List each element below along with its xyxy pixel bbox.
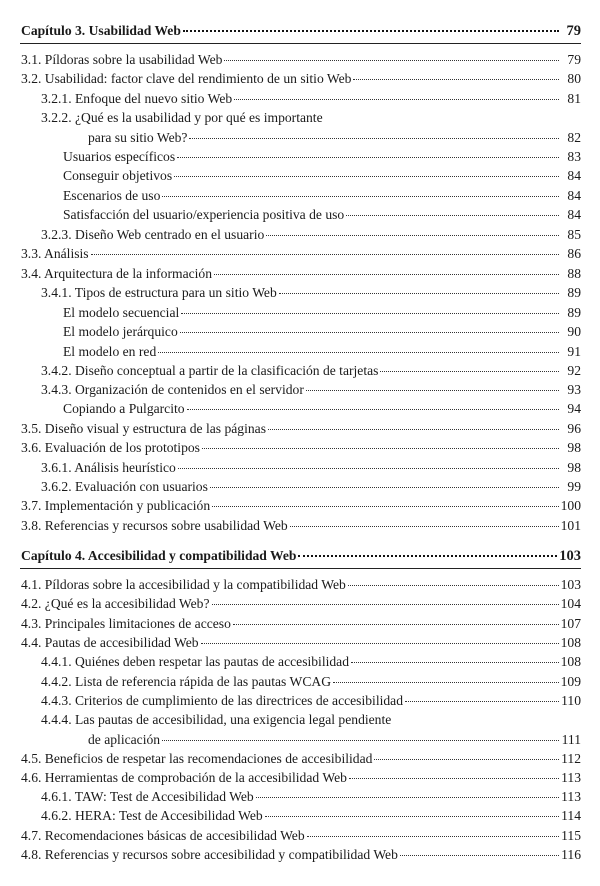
dot-leader — [178, 467, 559, 469]
entry-label: 3.5. Diseño visual y estructura de las páginas — [21, 421, 267, 436]
page-number: 112 — [561, 751, 581, 766]
page-number: 88 — [567, 266, 581, 281]
entry-label: 4.4.3. Criterios de cumplimiento de las directrices de accesibilidad — [41, 693, 404, 708]
entry-label: 4.2. ¿Qué es la accesibilidad Web? — [21, 596, 210, 611]
toc-entry — [0, 768, 600, 787]
toc-entry — [0, 322, 600, 341]
toc-entry — [0, 652, 600, 671]
page-number: 84 — [567, 207, 581, 222]
dot-leader — [234, 98, 559, 100]
entry-label: Usuarios específicos — [63, 149, 176, 164]
toc-entry — [0, 438, 600, 457]
page-number: 81 — [567, 91, 581, 106]
toc-entry — [0, 108, 600, 147]
entry-label: 4.4.1. Quiénes deben respetar las pautas de accesibilidad — [41, 654, 350, 669]
dot-leader — [265, 815, 559, 817]
page-number: 111 — [561, 732, 581, 747]
entry-label: 3.6. Evaluación de los prototipos — [21, 440, 200, 455]
toc-entry — [0, 419, 600, 438]
dot-leader — [268, 428, 559, 430]
dot-leader — [91, 253, 559, 255]
entry-label: 3.7. Implementación y publicación — [21, 498, 211, 513]
dot-leader — [349, 777, 559, 779]
page-number: 82 — [567, 130, 581, 145]
toc-entry — [0, 710, 600, 749]
dot-leader — [177, 156, 559, 158]
toc-entry — [0, 477, 600, 496]
chapter-divider — [20, 568, 581, 569]
toc-entry — [0, 458, 600, 477]
dot-leader — [224, 59, 559, 61]
entry-label: 4.6.2. HERA: Test de Accesibilidad Web — [41, 808, 263, 823]
dot-leader — [346, 214, 559, 216]
toc-entry — [0, 342, 600, 361]
page-number: 84 — [567, 188, 581, 203]
entry-label: 3.8. Referencias y recursos sobre usabilidad Web — [21, 518, 288, 533]
entry-label-line-1: 4.4.4. Las pautas de accesibilidad, una exigencia legal pendiente — [41, 712, 392, 727]
page-number: 79 — [566, 23, 581, 39]
toc-entry — [0, 806, 600, 825]
dot-leader — [374, 758, 559, 760]
toc-entry — [0, 575, 600, 594]
toc-entry — [0, 225, 600, 244]
entry-label: 3.4.1. Tipos de estructura para un sitio Web — [41, 285, 277, 300]
page-number: 103 — [559, 548, 581, 564]
toc-entry — [0, 361, 600, 380]
chapter-title: Capítulo 4. Accesibilidad y compatibilidad Web — [21, 548, 297, 563]
page-number: 115 — [561, 828, 581, 843]
entry-label: para su sitio Web? — [88, 130, 188, 145]
entry-label: 4.8. Referencias y recursos sobre accesibilidad y compatibilidad Web — [21, 847, 398, 862]
page-number: 108 — [560, 635, 581, 650]
page-number: 113 — [561, 770, 581, 785]
dot-leader — [201, 642, 559, 644]
entry-label: 3.2. Usabilidad: factor clave del rendimiento de un sitio Web — [21, 71, 352, 86]
entry-label: 3.2.1. Enfoque del nuevo sitio Web — [41, 91, 233, 106]
page-number: 98 — [567, 440, 581, 455]
toc-entry — [0, 205, 600, 224]
toc-entry — [0, 166, 600, 185]
toc-entry — [0, 614, 600, 633]
toc-entry — [0, 633, 600, 652]
page-number: 107 — [560, 616, 581, 631]
dot-leader — [212, 603, 559, 605]
dot-leader — [298, 554, 557, 557]
entry-label: El modelo jerárquico — [63, 324, 178, 339]
dot-leader — [256, 796, 559, 798]
toc-entry — [0, 691, 600, 710]
toc-entry — [0, 845, 600, 864]
dot-leader — [202, 447, 559, 449]
toc-entry — [0, 283, 600, 302]
page-number: 100 — [560, 498, 581, 513]
entry-label: Escenarios de uso — [63, 188, 161, 203]
toc-entry — [0, 380, 600, 399]
entry-label-line-1: 3.2.2. ¿Qué es la usabilidad y por qué es importante — [41, 110, 323, 125]
dot-leader — [400, 854, 559, 856]
dot-leader — [189, 137, 559, 139]
dot-leader — [405, 700, 559, 702]
entry-label: 4.4. Pautas de accesibilidad Web — [21, 635, 199, 650]
toc-entry — [0, 594, 600, 613]
toc-entry — [0, 496, 600, 515]
page-number: 96 — [567, 421, 581, 436]
page-number: 99 — [567, 479, 581, 494]
page-number: 98 — [567, 460, 581, 475]
page-number: 89 — [567, 305, 581, 320]
chapter-4-heading — [0, 546, 600, 565]
page-number: 114 — [561, 808, 581, 823]
page-number: 101 — [560, 518, 581, 533]
toc-entry — [0, 69, 600, 88]
page-number: 110 — [561, 693, 581, 708]
chapter-3-heading — [0, 21, 600, 40]
entry-label: 3.1. Píldoras sobre la usabilidad Web — [21, 52, 223, 67]
chapter-divider — [20, 43, 581, 44]
entry-label: 3.3. Análisis — [21, 246, 89, 261]
entry-label: 4.1. Píldoras sobre la accesibilidad y la compatibilidad Web — [21, 577, 346, 592]
page-number: 93 — [567, 382, 581, 397]
page-number: 109 — [560, 674, 581, 689]
chapter-title: Capítulo 3. Usabilidad Web — [21, 23, 181, 38]
toc-entry — [0, 264, 600, 283]
page-number: 90 — [567, 324, 581, 339]
dot-leader — [162, 195, 559, 197]
dot-leader — [187, 408, 559, 410]
entry-label: Copiando a Pulgarcito — [63, 401, 185, 416]
toc-entry — [0, 826, 600, 845]
toc-entry — [0, 244, 600, 263]
dot-leader — [212, 505, 558, 507]
dot-leader — [279, 292, 559, 294]
dot-leader — [183, 29, 559, 32]
dot-leader — [380, 370, 559, 372]
toc-entry — [0, 303, 600, 322]
page-number: 85 — [567, 227, 581, 242]
dot-leader — [333, 681, 559, 683]
entry-label: 3.4.3. Organización de contenidos en el servidor — [41, 382, 304, 397]
entry-label: 3.2.3. Diseño Web centrado en el usuario — [41, 227, 265, 242]
entry-label: 4.6. Herramientas de comprobación de la accesibilidad Web — [21, 770, 347, 785]
entry-label: 3.6.2. Evaluación con usuarios — [41, 479, 208, 494]
dot-leader — [158, 351, 559, 353]
entry-label: El modelo en red — [63, 344, 157, 359]
dot-leader — [214, 273, 559, 275]
dot-leader — [290, 525, 559, 527]
dot-leader — [307, 835, 559, 837]
toc-entry — [0, 50, 600, 69]
toc-entry — [0, 147, 600, 166]
page-number: 84 — [567, 168, 581, 183]
entry-label: 3.6.1. Análisis heurístico — [41, 460, 176, 475]
page-number: 103 — [560, 577, 581, 592]
dot-leader — [174, 175, 559, 177]
entry-label: 4.3. Principales limitaciones de acceso — [21, 616, 231, 631]
page-number: 104 — [560, 596, 581, 611]
toc-entry — [0, 89, 600, 108]
page-number: 89 — [567, 285, 581, 300]
toc-entry — [0, 672, 600, 691]
entry-label: El modelo secuencial — [63, 305, 180, 320]
entry-label: 4.6.1. TAW: Test de Accesibilidad Web — [41, 789, 254, 804]
page-number: 94 — [567, 401, 581, 416]
toc-entry — [0, 516, 600, 535]
dot-leader — [210, 486, 559, 488]
page-number: 79 — [567, 52, 581, 67]
page-number: 86 — [567, 246, 581, 261]
entry-label: 4.4.2. Lista de referencia rápida de las pautas WCAG — [41, 674, 332, 689]
entry-label: Satisfacción del usuario/experiencia positiva de uso — [63, 207, 345, 222]
entry-label: Conseguir objetivos — [63, 168, 173, 183]
toc-entry — [0, 749, 600, 768]
dot-leader — [353, 78, 559, 80]
page-number: 116 — [561, 847, 581, 862]
dot-leader — [306, 389, 559, 391]
entry-label: 3.4. Arquitectura de la información — [21, 266, 213, 281]
dot-leader — [266, 234, 559, 236]
page-number: 92 — [567, 363, 581, 378]
toc-entry — [0, 399, 600, 418]
page-number: 113 — [561, 789, 581, 804]
page-number: 83 — [567, 149, 581, 164]
page-number: 80 — [567, 71, 581, 86]
entry-label: de aplicación — [88, 732, 161, 747]
entry-label: 4.7. Recomendaciones básicas de accesibilidad Web — [21, 828, 305, 843]
dot-leader — [181, 312, 559, 314]
dot-leader — [162, 739, 559, 741]
entry-label: 4.5. Beneficios de respetar las recomendaciones de accesibilidad — [21, 751, 373, 766]
toc-entry — [0, 186, 600, 205]
dot-leader — [348, 584, 559, 586]
page-number: 108 — [560, 654, 581, 669]
toc-entry — [0, 787, 600, 806]
dot-leader — [180, 331, 559, 333]
dot-leader — [233, 623, 559, 625]
page-number: 91 — [567, 344, 581, 359]
dot-leader — [351, 661, 559, 663]
entry-label: 3.4.2. Diseño conceptual a partir de la clasificación de tarjetas — [41, 363, 379, 378]
